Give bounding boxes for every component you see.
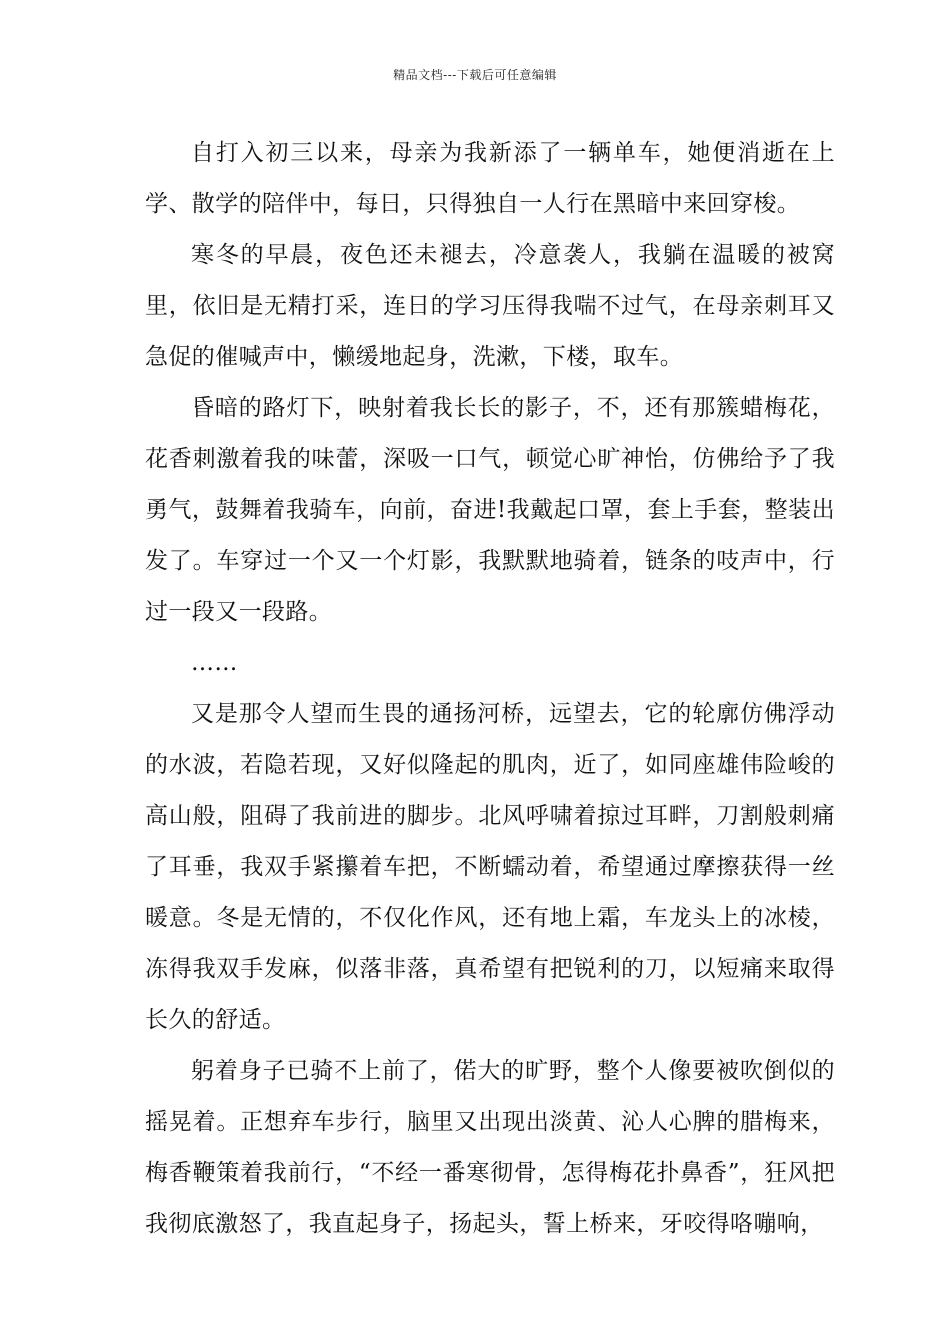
paragraph-3: 昏暗的路灯下，映射着我长长的影子，不，还有那簇蜡梅花，花香刺激着我的味蕾，深吸一口气，顿觉心旷神怡，仿佛给予了我勇气，鼓舞着我骑车，向前，奋进!我戴起口罩，套上手套，整装出发了。车穿过一个又一个灯影，我默默地骑着，链条的吱声中，行过一段又一段路。 <box>145 395 835 625</box>
document-body <box>145 128 835 1250</box>
ellipsis-paragraph: …… <box>191 650 238 676</box>
page-header: 精品文档---下载后可任意编辑 <box>393 68 557 82</box>
paragraph-1: 自打入初三以来，母亲为我新添了一辆单车，她便消逝在上学、散学的陪伴中，每日，只得独自一人行在黑暗中来回穿梭。 <box>145 140 835 217</box>
paragraph-5: 躬着身子已骑不上前了，偌大的旷野，整个人像要被吹倒似的摇晃着。正想弃车步行，脑里又出现出淡黄、沁人心脾的腊梅来，梅香鞭策着我前行，“不经一番寒彻骨，怎得梅花扑鼻香”，狂风把我彻底激怒了，我直起身子，扬起头，誓上桥来，牙咬得咯嘣响， <box>145 1058 835 1237</box>
paragraph-4: 又是那令人望而生畏的通扬河桥，远望去，它的轮廓仿佛浮动的水波，若隐若现，又好似隆起的肌肉，近了，如同座雄伟险峻的高山般，阻碍了我前进的脚步。北风呼啸着掠过耳畔，刀割般刺痛了耳垂，我双手紧攥着车把，不断蠕动着，希望通过摩擦获得一丝暖意。冬是无情的，不仅化作风，还有地上霜，车龙头上的冰棱，冻得我双手发麻，似落非落，真希望有把锐利的刀，以短痛来取得长久的舒适。 <box>145 701 835 1033</box>
paragraph-2: 寒冬的早晨，夜色还未褪去，冷意袭人，我躺在温暖的被窝里，依旧是无精打采，连日的学习压得我喘不过气，在母亲刺耳又急促的催喊声中，懒缓地起身，洗漱，下楼，取车。 <box>145 242 835 370</box>
